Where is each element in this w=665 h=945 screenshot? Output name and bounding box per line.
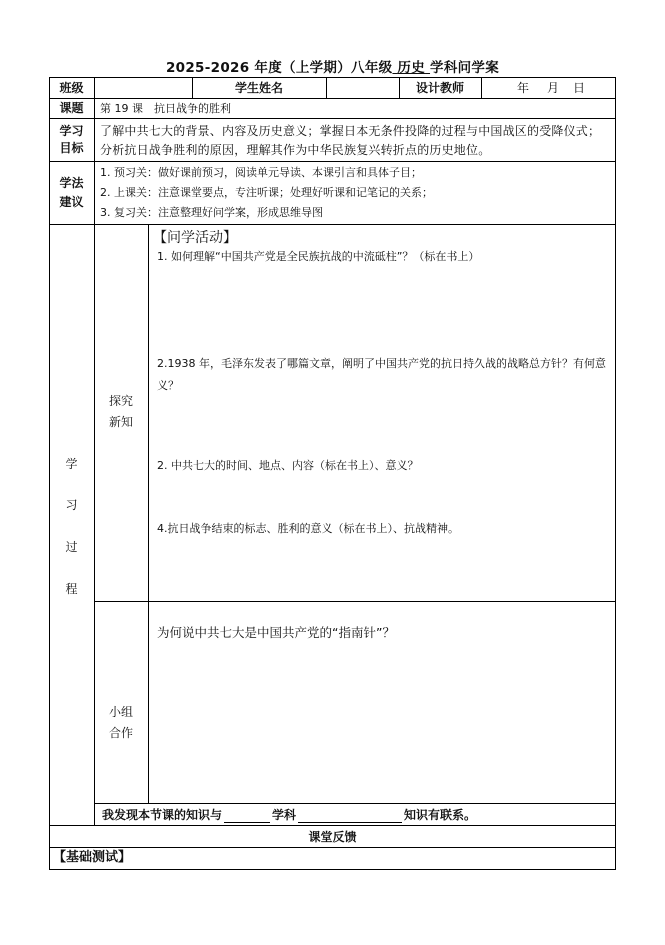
row-divider — [49, 118, 616, 119]
col-divider — [326, 77, 327, 98]
explore-label: 新知 — [108, 415, 133, 429]
student-name-label: 学生姓名 — [234, 81, 283, 95]
row-divider — [94, 601, 616, 602]
explore-question: 2.1938 年，毛泽东发表了哪篇文章，阐明了中国共产党的抗日持久战的战略总方针？有何意义？ — [157, 357, 606, 392]
link-row — [102, 807, 476, 823]
link-text: 知识有联系。 — [404, 808, 477, 822]
link-text: 学科 — [272, 808, 297, 822]
group-question: 为何说中共七大是中国共产党的“指南针”？ — [157, 625, 395, 640]
worksheet-table — [49, 77, 616, 869]
row-divider — [49, 847, 616, 848]
class-label: 班级 — [59, 81, 84, 95]
explore-question: 4.抗日战争结束的标志、胜利的意义（标在书上）、抗战精神。 — [157, 522, 459, 535]
class-field[interactable] — [98, 80, 188, 96]
col-divider — [148, 224, 149, 804]
process-label-char: 学 — [65, 457, 78, 471]
method-item: 2. 上课关：注意课堂要点，专注听课；处理好听课和记笔记的关系； — [100, 186, 433, 199]
date-day: 日 — [573, 81, 586, 95]
link-text: 我发现本节课的知识与 — [102, 808, 223, 822]
subject-blank-2[interactable] — [298, 809, 402, 823]
method-label: 建议 — [59, 195, 84, 209]
group-label: 小组 — [108, 705, 133, 719]
process-label-char: 程 — [65, 582, 78, 596]
explore-question: 2. 中共七大的时间、地点、内容（标在书上）、意义？ — [157, 459, 419, 472]
student-name-field[interactable] — [330, 80, 395, 96]
row-divider — [49, 98, 616, 99]
explore-question: 1. 如何理解“中国共产党是全民族抗战的中流砥柱”？（标在书上） — [157, 250, 480, 263]
goals-label: 目标 — [59, 141, 84, 155]
designer-field[interactable] — [485, 80, 505, 96]
feedback-heading: 课堂反馈 — [308, 830, 357, 844]
group-label: 合作 — [108, 726, 133, 740]
method-item: 3. 复习关：注意整理好问学案，形成思维导图 — [100, 206, 323, 219]
border-right — [615, 77, 616, 870]
process-label-char: 习 — [65, 498, 78, 512]
topic-label: 课题 — [59, 101, 84, 115]
row-divider — [94, 803, 616, 804]
activity-heading: 【问学活动】 — [153, 230, 237, 246]
topic-value: 第 19 课 抗日战争的胜利 — [100, 102, 231, 115]
designer-label: 设计教师 — [415, 81, 464, 95]
process-label-char: 过 — [65, 540, 78, 554]
method-label: 学法 — [59, 176, 84, 190]
border-top — [49, 77, 616, 78]
method-item: 1. 预习关：做好课前预习，阅读单元导读、本课引言和具体子目； — [100, 166, 422, 179]
page-title: 2025-2026 年度（上学期）八年级 历史 学科问学案 — [165, 60, 500, 76]
date-year: 年 — [517, 81, 530, 95]
goals-text: 了解中共七大的背景、内容及历史意义；掌握日本无条件投降的过程与中国战区的受降仪式；分析抗日战争胜利的原因，理解其作为中华民族复兴转折点的历史地位。 — [100, 124, 601, 157]
basic-test-heading: 【基础测试】 — [53, 850, 132, 865]
border-bottom — [49, 869, 616, 870]
explore-label: 探究 — [108, 394, 133, 408]
subject-blank-1[interactable] — [224, 809, 270, 823]
row-divider — [49, 224, 616, 225]
goals-label: 学习 — [59, 124, 84, 138]
row-divider — [49, 161, 616, 162]
date-month: 月 — [547, 81, 560, 95]
row-divider — [49, 825, 616, 826]
col-divider — [481, 77, 482, 98]
